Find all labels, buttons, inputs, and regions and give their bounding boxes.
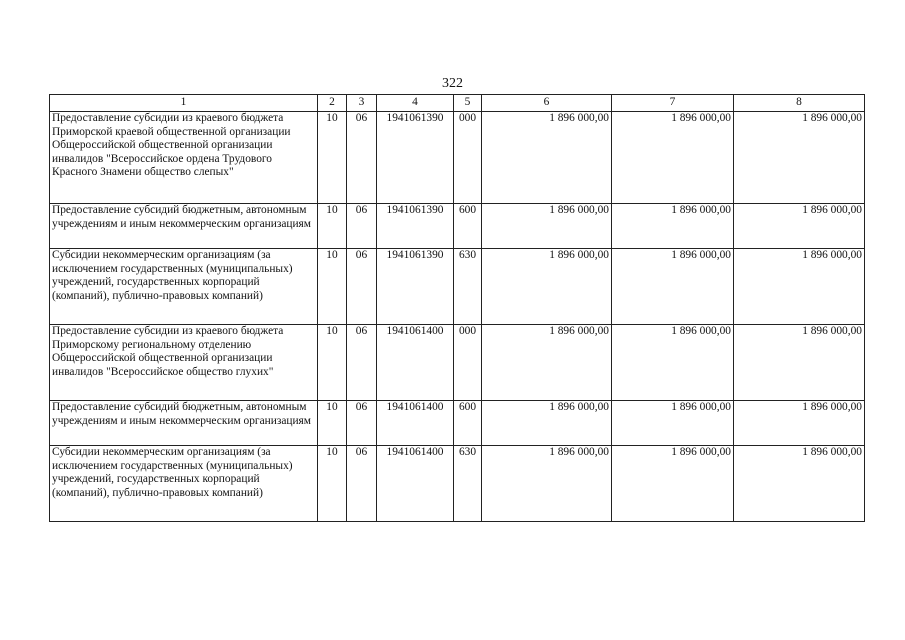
row-description: Предоставление субсидий бюджетным, автономным учреждениям и иным некоммерческим организациям [50,401,318,446]
amount-col-7: 1 896 000,00 [612,325,734,401]
subsection-code: 06 [347,401,377,446]
amount-col-6: 1 896 000,00 [482,204,612,249]
subsection-code: 06 [347,112,377,204]
amount-col-8: 1 896 000,00 [734,204,865,249]
amount-col-6: 1 896 000,00 [482,325,612,401]
header-col-2: 2 [318,95,347,112]
budget-table [49,94,865,522]
header-col-6: 6 [482,95,612,112]
target-article-code: 1941061390 [377,249,454,325]
subsection-code: 06 [347,325,377,401]
row-description: Субсидии некоммерческим организациям (за исключением государственных (муниципальных) учреждений, государственных корпораций (компаний), публично-правовых компаний) [50,249,318,325]
row-description: Субсидии некоммерческим организациям (за исключением государственных (муниципальных) учреждений, государственных корпораций (компаний), публично-правовых компаний) [50,446,318,522]
subsection-code: 06 [347,204,377,249]
amount-col-8: 1 896 000,00 [734,401,865,446]
expense-type-code: 630 [454,249,482,325]
amount-col-7: 1 896 000,00 [612,249,734,325]
amount-col-6: 1 896 000,00 [482,112,612,204]
subsection-code: 06 [347,249,377,325]
amount-col-8: 1 896 000,00 [734,112,865,204]
header-col-3: 3 [347,95,377,112]
section-code: 10 [318,401,347,446]
header-col-8: 8 [734,95,865,112]
header-col-7: 7 [612,95,734,112]
section-code: 10 [318,112,347,204]
header-col-5: 5 [454,95,482,112]
expense-type-code: 600 [454,204,482,249]
amount-col-6: 1 896 000,00 [482,249,612,325]
table-row [50,446,865,522]
amount-col-8: 1 896 000,00 [734,325,865,401]
expense-type-code: 000 [454,112,482,204]
amount-col-8: 1 896 000,00 [734,249,865,325]
expense-type-code: 600 [454,401,482,446]
amount-col-6: 1 896 000,00 [482,401,612,446]
row-description: Предоставление субсидии из краевого бюджета Приморской краевой общественной организации Общероссийской общественной организации инвалидов "Всероссийское ордена Трудового Красного Знамени общество слепых" [50,112,318,204]
expense-type-code: 000 [454,325,482,401]
target-article-code: 1941061390 [377,112,454,204]
section-code: 10 [318,446,347,522]
table-row [50,249,865,325]
page-number: 322 [442,76,463,91]
expense-type-code: 630 [454,446,482,522]
table-row [50,325,865,401]
target-article-code: 1941061390 [377,204,454,249]
amount-col-8: 1 896 000,00 [734,446,865,522]
header-col-1: 1 [50,95,318,112]
target-article-code: 1941061400 [377,446,454,522]
header-row [50,95,865,112]
amount-col-6: 1 896 000,00 [482,446,612,522]
amount-col-7: 1 896 000,00 [612,112,734,204]
section-code: 10 [318,325,347,401]
header-col-4: 4 [377,95,454,112]
row-description: Предоставление субсидий бюджетным, автономным учреждениям и иным некоммерческим организациям [50,204,318,249]
section-code: 10 [318,249,347,325]
table-row [50,401,865,446]
target-article-code: 1941061400 [377,325,454,401]
subsection-code: 06 [347,446,377,522]
amount-col-7: 1 896 000,00 [612,446,734,522]
amount-col-7: 1 896 000,00 [612,204,734,249]
table-row [50,112,865,204]
section-code: 10 [318,204,347,249]
amount-col-7: 1 896 000,00 [612,401,734,446]
table-row [50,204,865,249]
row-description: Предоставление субсидии из краевого бюджета Приморскому региональному отделению Общероссийской общественной организации инвалидов "Всероссийское общество глухих" [50,325,318,401]
target-article-code: 1941061400 [377,401,454,446]
